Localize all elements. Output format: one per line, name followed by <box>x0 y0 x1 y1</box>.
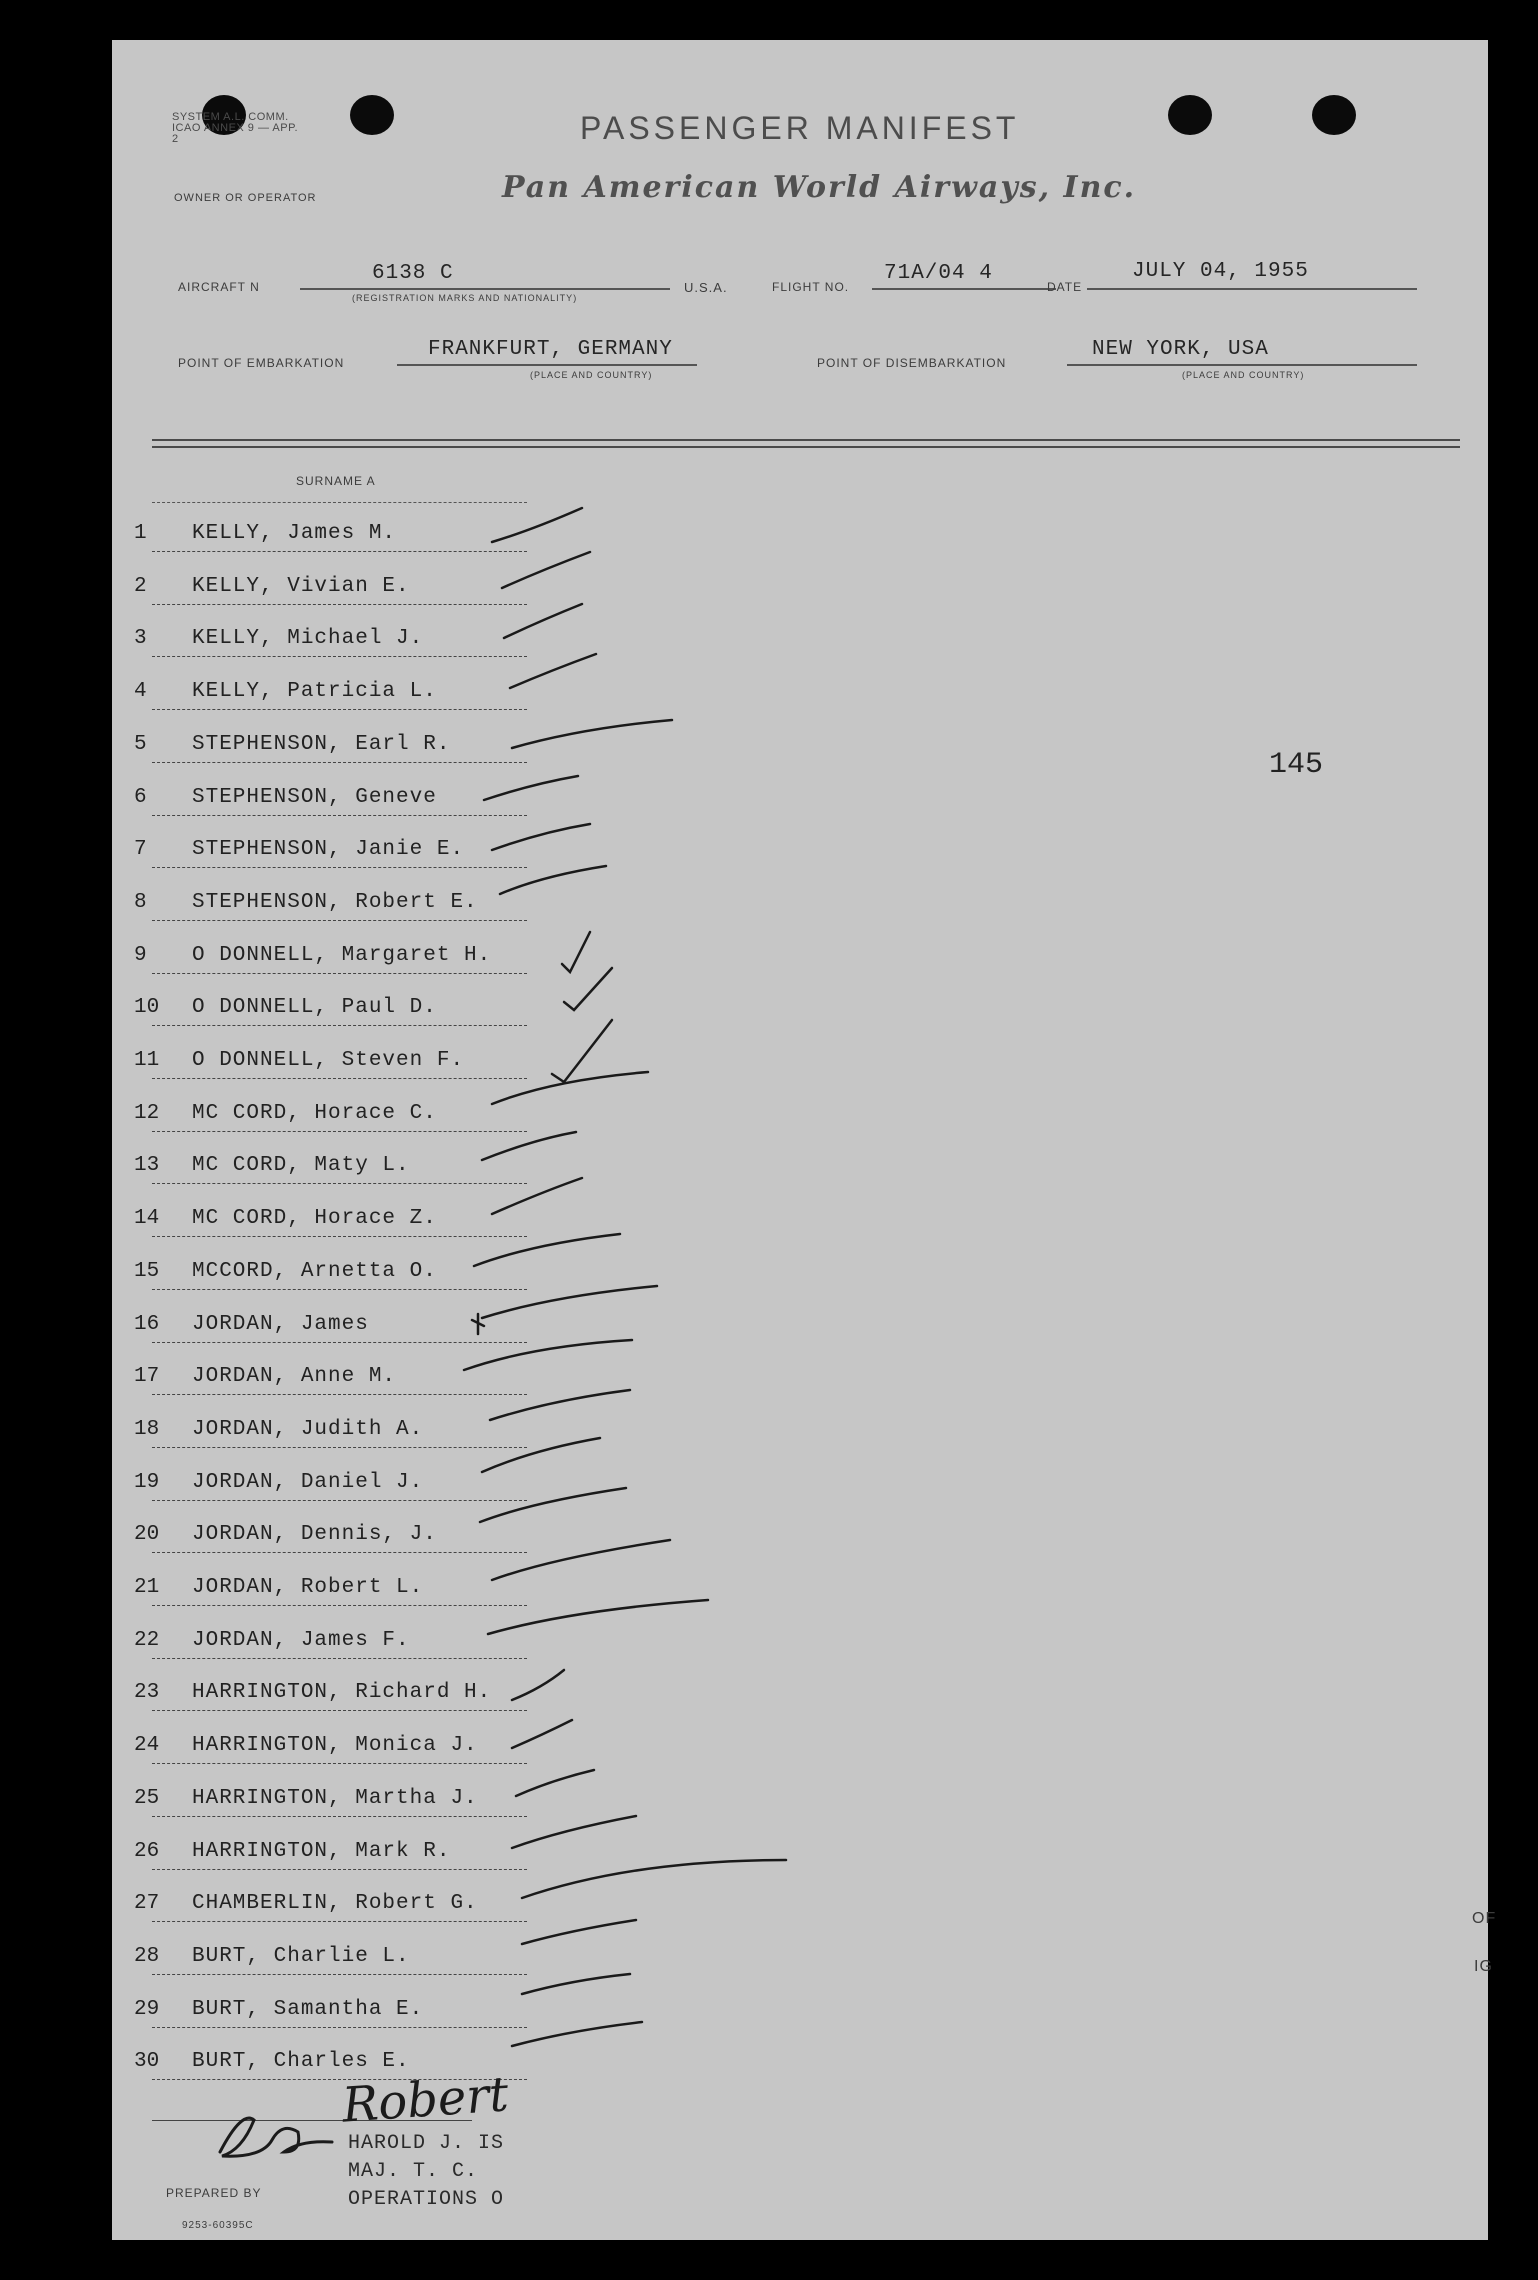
check-marks <box>112 40 1488 2240</box>
passenger-name: O DONNELL, Steven F. <box>192 1049 465 1072</box>
embarkation-label: POINT OF EMBARKATION <box>178 356 345 370</box>
passenger-number: 19 <box>134 1470 160 1494</box>
disembarkation-label: POINT OF DISEMBARKATION <box>817 356 1007 370</box>
passenger-number: 2 <box>134 574 147 598</box>
surname-column-header: SURNAME A <box>296 474 376 488</box>
aircraft-registration: 6138 C <box>372 262 454 285</box>
signer-office: OPERATIONS O <box>348 2188 505 2211</box>
passenger-number: 21 <box>134 1576 160 1599</box>
passenger-number: 23 <box>134 1681 160 1705</box>
disembarkation-point: NEW YORK, USA <box>1092 338 1269 361</box>
passenger-number: 20 <box>134 1523 160 1547</box>
embarkation-sublabel: (PLACE AND COUNTRY) <box>530 370 653 380</box>
flight-date: JULY 04, 1955 <box>1132 260 1309 283</box>
passenger-number: 22 <box>134 1628 160 1652</box>
passenger-name: KELLY, Vivian E. <box>192 574 410 598</box>
aircraft-sublabel: (REGISTRATION MARKS AND NATIONALITY) <box>352 293 578 303</box>
usa-label: U.S.A. <box>684 280 728 295</box>
passenger-number: 8 <box>134 890 147 914</box>
passenger-name: MCCORD, Arnetta O. <box>192 1259 437 1283</box>
handwritten-signature: Robert <box>340 2066 511 2134</box>
passenger-number: 15 <box>134 1259 160 1283</box>
passenger-name: STEPHENSON, Janie E. <box>192 838 465 862</box>
disembarkation-sublabel: (PLACE AND COUNTRY) <box>1182 370 1305 380</box>
operator-name: Pan American World Airways, Inc. <box>502 170 1137 205</box>
aircraft-label: AIRCRAFT N <box>178 280 260 294</box>
passenger-number: 12 <box>134 1101 160 1125</box>
passenger-name: BURT, Samantha E. <box>192 1997 424 2021</box>
passenger-number: 18 <box>134 1417 160 1441</box>
passenger-name: KELLY, Patricia L. <box>192 680 437 704</box>
edge-fragment-1: OF <box>1472 1910 1497 1927</box>
signer-name: HAROLD J. IS <box>348 2132 505 2155</box>
passenger-number: 10 <box>134 996 160 1020</box>
passenger-number: 24 <box>134 1734 160 1758</box>
passenger-name: JORDAN, Dennis, J. <box>192 1523 437 1547</box>
form-reference: SYSTEM A.L. COMM. ICAO ANNEX 9 — APP. 2 <box>172 111 299 145</box>
embarkation-point: FRANKFURT, GERMANY <box>428 338 673 361</box>
passenger-name: HARRINGTON, Monica J. <box>192 1734 478 1758</box>
passenger-name: JORDAN, Daniel J. <box>192 1470 424 1494</box>
passenger-number: 27 <box>134 1892 160 1916</box>
passenger-number: 9 <box>134 943 147 967</box>
passenger-name: JORDAN, Judith A. <box>192 1417 424 1441</box>
passenger-number: 4 <box>134 680 147 704</box>
passenger-number: 1 <box>134 522 147 545</box>
passenger-number: 13 <box>134 1154 160 1178</box>
passenger-number: 16 <box>134 1312 160 1336</box>
passenger-name: MC CORD, Horace Z. <box>192 1207 437 1231</box>
passenger-name: STEPHENSON, Earl R. <box>192 732 451 756</box>
passenger-name: BURT, Charles E. <box>192 2050 410 2074</box>
owner-label: OWNER OR OPERATOR <box>174 192 317 204</box>
passenger-name: CHAMBERLIN, Robert G. <box>192 1892 478 1916</box>
form-number: 9253-60395C <box>182 2220 254 2231</box>
passenger-number: 3 <box>134 627 147 651</box>
passenger-name: HARRINGTON, Martha J. <box>192 1786 478 1810</box>
passenger-name: KELLY, Michael J. <box>192 627 424 651</box>
flight-number: 71A/04 4 <box>884 262 993 285</box>
passenger-name: JORDAN, James F. <box>192 1628 410 1652</box>
passenger-number: 26 <box>134 1839 160 1863</box>
page-number: 145 <box>1269 748 1324 782</box>
passenger-number: 11 <box>134 1049 160 1072</box>
passenger-name: O DONNELL, Margaret H. <box>192 943 492 967</box>
flight-label: FLIGHT NO. <box>772 280 850 294</box>
passenger-number: 14 <box>134 1207 160 1231</box>
passenger-number: 29 <box>134 1997 160 2021</box>
passenger-number: 30 <box>134 2050 160 2074</box>
edge-fragment-2: IG <box>1474 1958 1493 1975</box>
passenger-name: HARRINGTON, Mark R. <box>192 1839 451 1863</box>
date-label: DATE <box>1047 280 1083 294</box>
passenger-name: STEPHENSON, Robert E. <box>192 890 478 914</box>
signer-rank: MAJ. T. C. <box>348 2160 479 2183</box>
passenger-name: KELLY, James M. <box>192 522 397 545</box>
passenger-name: MC CORD, Maty L. <box>192 1154 410 1178</box>
document-title: PASSENGER MANIFEST <box>580 110 1020 146</box>
passenger-name: JORDAN, Anne M. <box>192 1365 397 1389</box>
passenger-number: 28 <box>134 1944 160 1968</box>
passenger-number: 5 <box>134 732 147 756</box>
passenger-name: O DONNELL, Paul D. <box>192 996 437 1020</box>
passenger-number: 6 <box>134 785 147 809</box>
prepared-by-label: PREPARED BY <box>166 2186 262 2200</box>
manifest-sheet <box>112 40 1497 2240</box>
passenger-number: 17 <box>134 1365 160 1389</box>
signature-scribble <box>202 2100 352 2170</box>
passenger-name: HARRINGTON, Richard H. <box>192 1681 492 1705</box>
passenger-name: STEPHENSON, Geneve <box>192 785 437 809</box>
passenger-number: 25 <box>134 1786 160 1810</box>
passenger-name: JORDAN, Robert L. <box>192 1576 424 1599</box>
passenger-name: BURT, Charlie L. <box>192 1944 410 1968</box>
passenger-name: JORDAN, James <box>192 1312 369 1336</box>
passenger-name: MC CORD, Horace C. <box>192 1101 437 1125</box>
passenger-number: 7 <box>134 838 147 862</box>
